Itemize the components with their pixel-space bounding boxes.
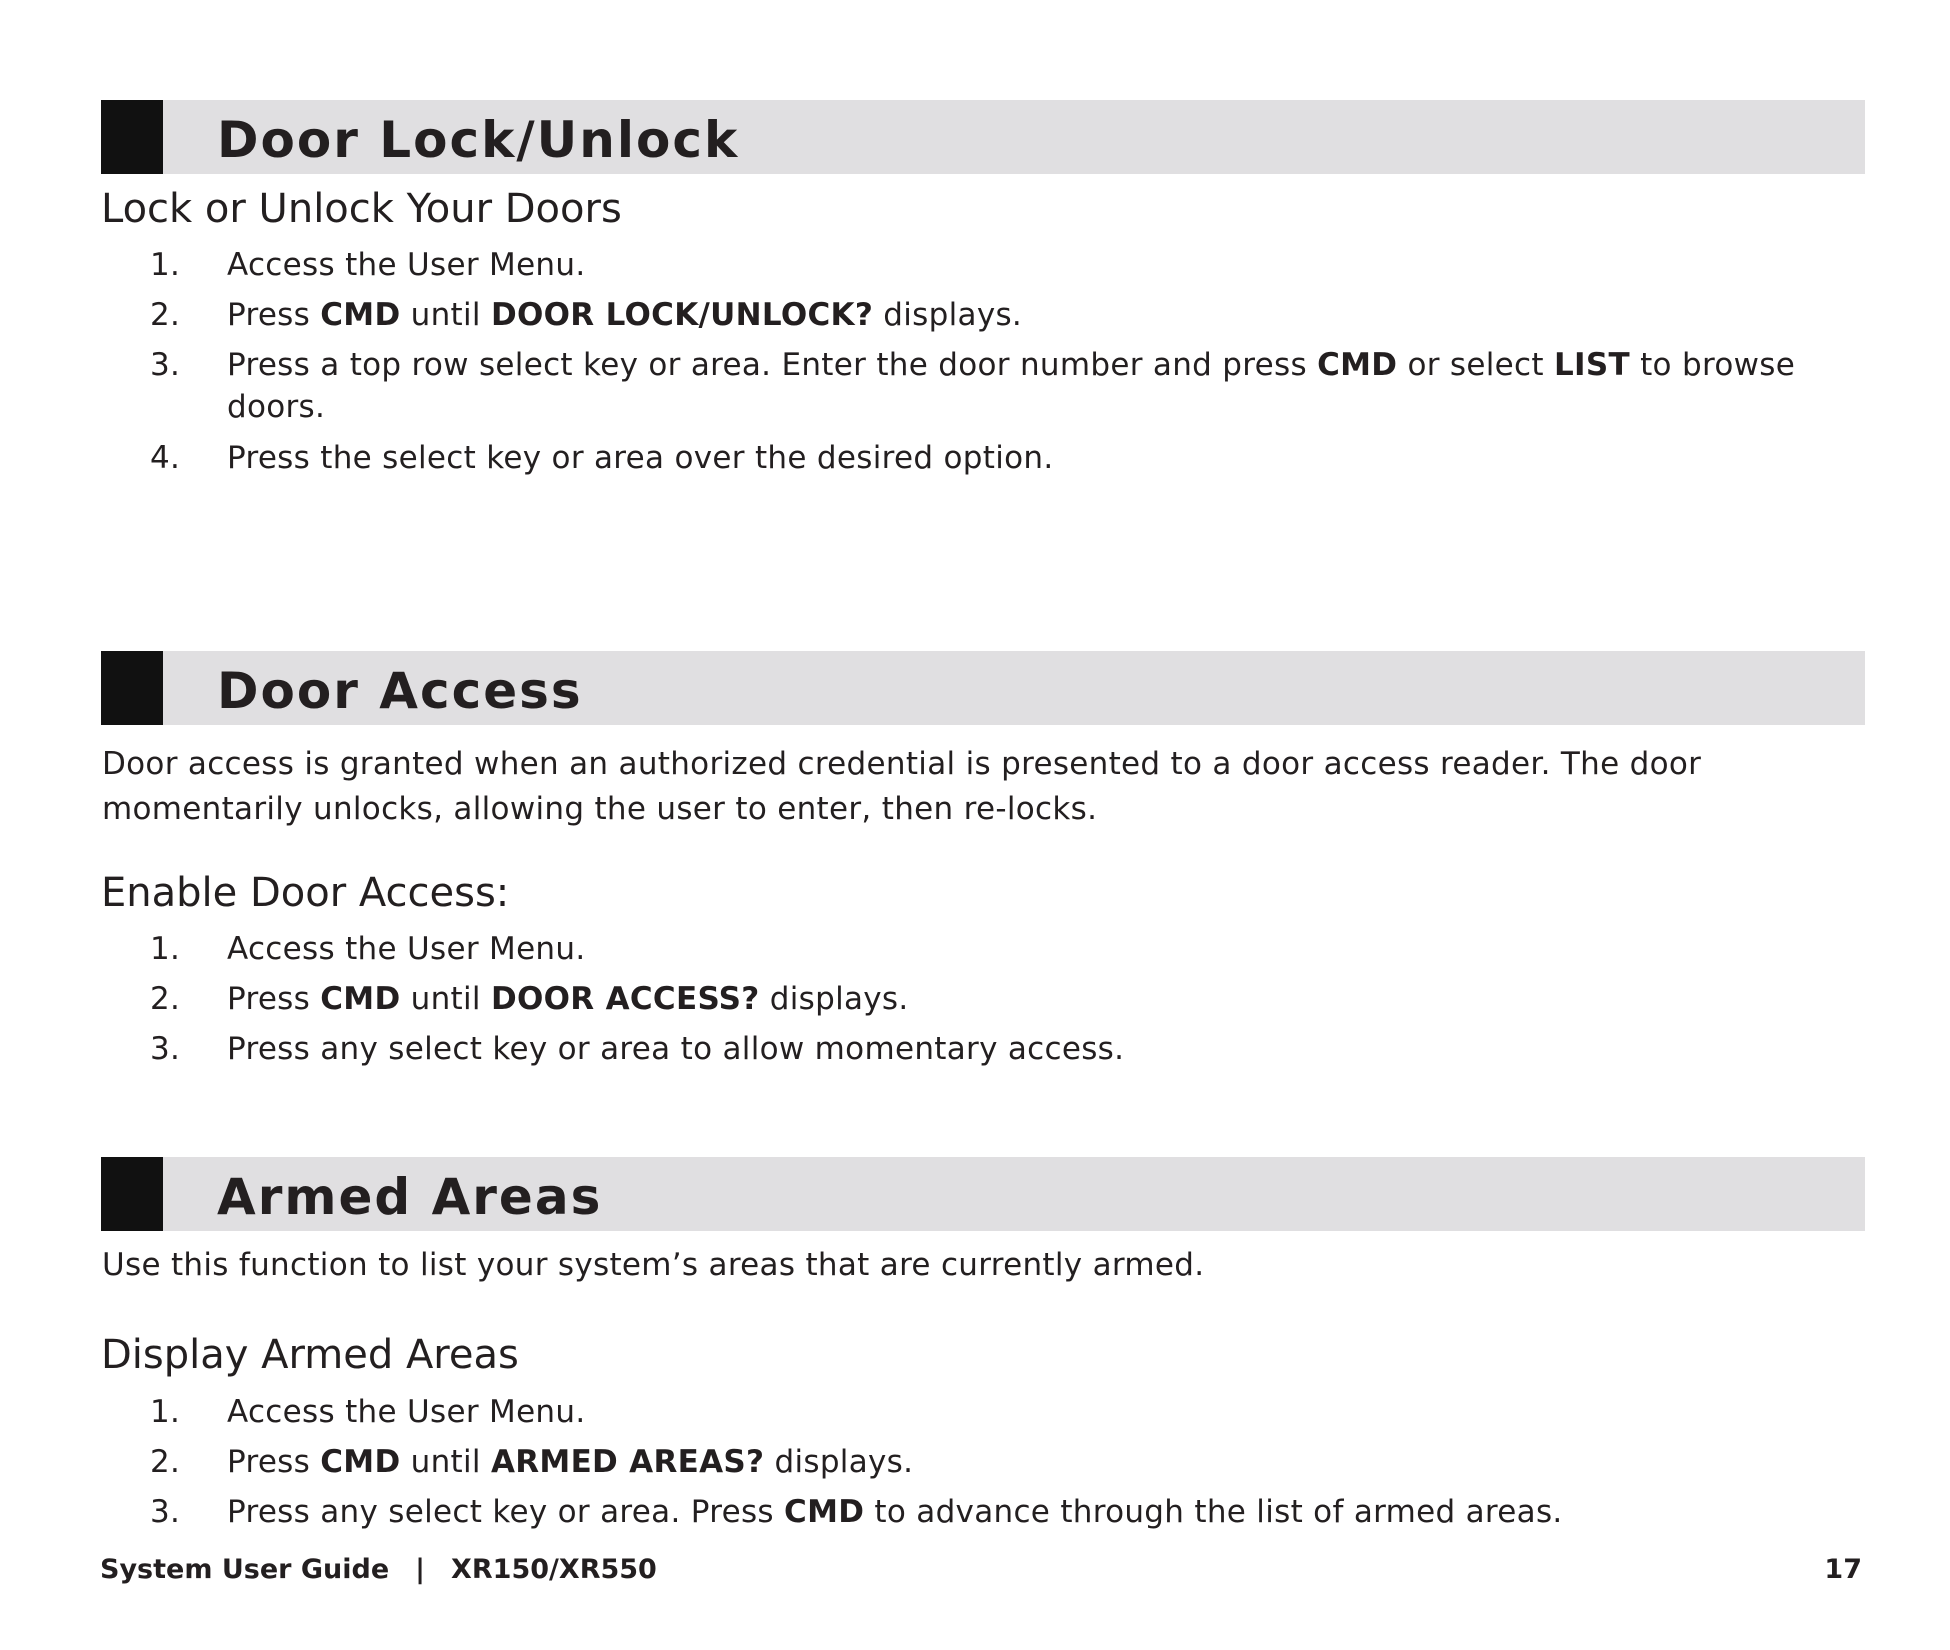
step-number: 2. — [150, 297, 181, 333]
step-number: 1. — [150, 1394, 181, 1430]
step-number: 2. — [150, 1444, 181, 1480]
section-header-armed-areas — [101, 1157, 1865, 1231]
step-text — [227, 1028, 1867, 1070]
section-title: Door Access — [217, 662, 583, 720]
step-text — [227, 1441, 1867, 1483]
step-text — [227, 1391, 1867, 1433]
footer-separator: | — [415, 1554, 426, 1585]
section-marker-square — [101, 651, 163, 725]
step-text — [227, 978, 1867, 1020]
step-number: 1. — [150, 931, 181, 967]
step-keyword: CMD — [320, 1444, 401, 1480]
step-keyword: CMD — [320, 981, 401, 1017]
section-title: Door Lock/Unlock — [217, 111, 740, 169]
step-keyword: ARMED AREAS? — [490, 1444, 765, 1480]
section-marker-square — [101, 100, 163, 174]
step-number: 3. — [150, 1031, 181, 1067]
page-number: 17 — [1824, 1554, 1862, 1585]
step-text — [227, 294, 1867, 336]
step-text-run: Press any select key or area. Press — [227, 1494, 785, 1530]
step-text-run: Press — [227, 1444, 321, 1480]
footer-guide-name: System User Guide — [100, 1554, 390, 1585]
step-text-run: Press — [227, 297, 321, 333]
section-header-door-lock-unlock — [101, 100, 1865, 174]
step-text-run: Press a top row select key or area. Enter the door number and press — [227, 347, 1318, 383]
step-text-run: Access the User Menu. — [227, 247, 586, 283]
step-text-run: Access the User Menu. — [227, 931, 586, 967]
step-text — [227, 437, 1867, 479]
step-text-run: Press any select key or area to allow momentary access. — [227, 1031, 1125, 1067]
step-keyword: DOOR ACCESS? — [490, 981, 760, 1017]
section-marker-square — [101, 1157, 163, 1231]
step-number: 4. — [150, 440, 181, 476]
step-text-run: Press — [227, 981, 321, 1017]
step-text-run: until — [400, 1444, 491, 1480]
armed-areas-intro: Use this function to list your system’s areas that are currently armed. — [102, 1247, 1205, 1283]
step-number: 1. — [150, 247, 181, 283]
door-access-intro: Door access is granted when an authorized credential is presented to a door access reader. The door momentarily unlocks, allowing the user to enter, then re-locks. — [102, 746, 1702, 827]
section-title: Armed Areas — [217, 1168, 603, 1226]
step-text-run: Press the select key or area over the desired option. — [227, 440, 1054, 476]
step-text — [227, 1491, 1867, 1533]
footer-guide-title — [100, 1554, 657, 1585]
step-number: 2. — [150, 981, 181, 1017]
step-text-run: displays. — [764, 1444, 914, 1480]
subheading-lock-unlock: Lock or Unlock Your Doors — [101, 186, 622, 232]
step-number: 3. — [150, 1494, 181, 1530]
subheading-display-armed-areas: Display Armed Areas — [101, 1332, 519, 1378]
step-text-run: until — [400, 981, 491, 1017]
step-text-run: or select — [1397, 347, 1554, 383]
step-text-run: Access the User Menu. — [227, 1394, 586, 1430]
step-text — [227, 344, 1867, 428]
step-keyword: CMD — [320, 297, 401, 333]
section-header-door-access — [101, 651, 1865, 725]
step-number: 3. — [150, 347, 181, 383]
step-text-run: displays. — [759, 981, 909, 1017]
step-text-run: displays. — [873, 297, 1023, 333]
step-text — [227, 928, 1867, 970]
footer-model: XR150/XR550 — [451, 1554, 657, 1585]
step-keyword: CMD — [784, 1494, 865, 1530]
step-text-run: until — [400, 297, 491, 333]
step-keyword: DOOR LOCK/UNLOCK? — [490, 297, 874, 333]
step-text — [227, 244, 1867, 286]
step-text-run: to advance through the list of armed areas. — [864, 1494, 1563, 1530]
step-keyword: CMD — [1317, 347, 1398, 383]
subheading-enable-door-access: Enable Door Access: — [101, 870, 510, 916]
step-text-run: to browse doors. — [227, 347, 1796, 425]
step-keyword: LIST — [1553, 347, 1630, 383]
